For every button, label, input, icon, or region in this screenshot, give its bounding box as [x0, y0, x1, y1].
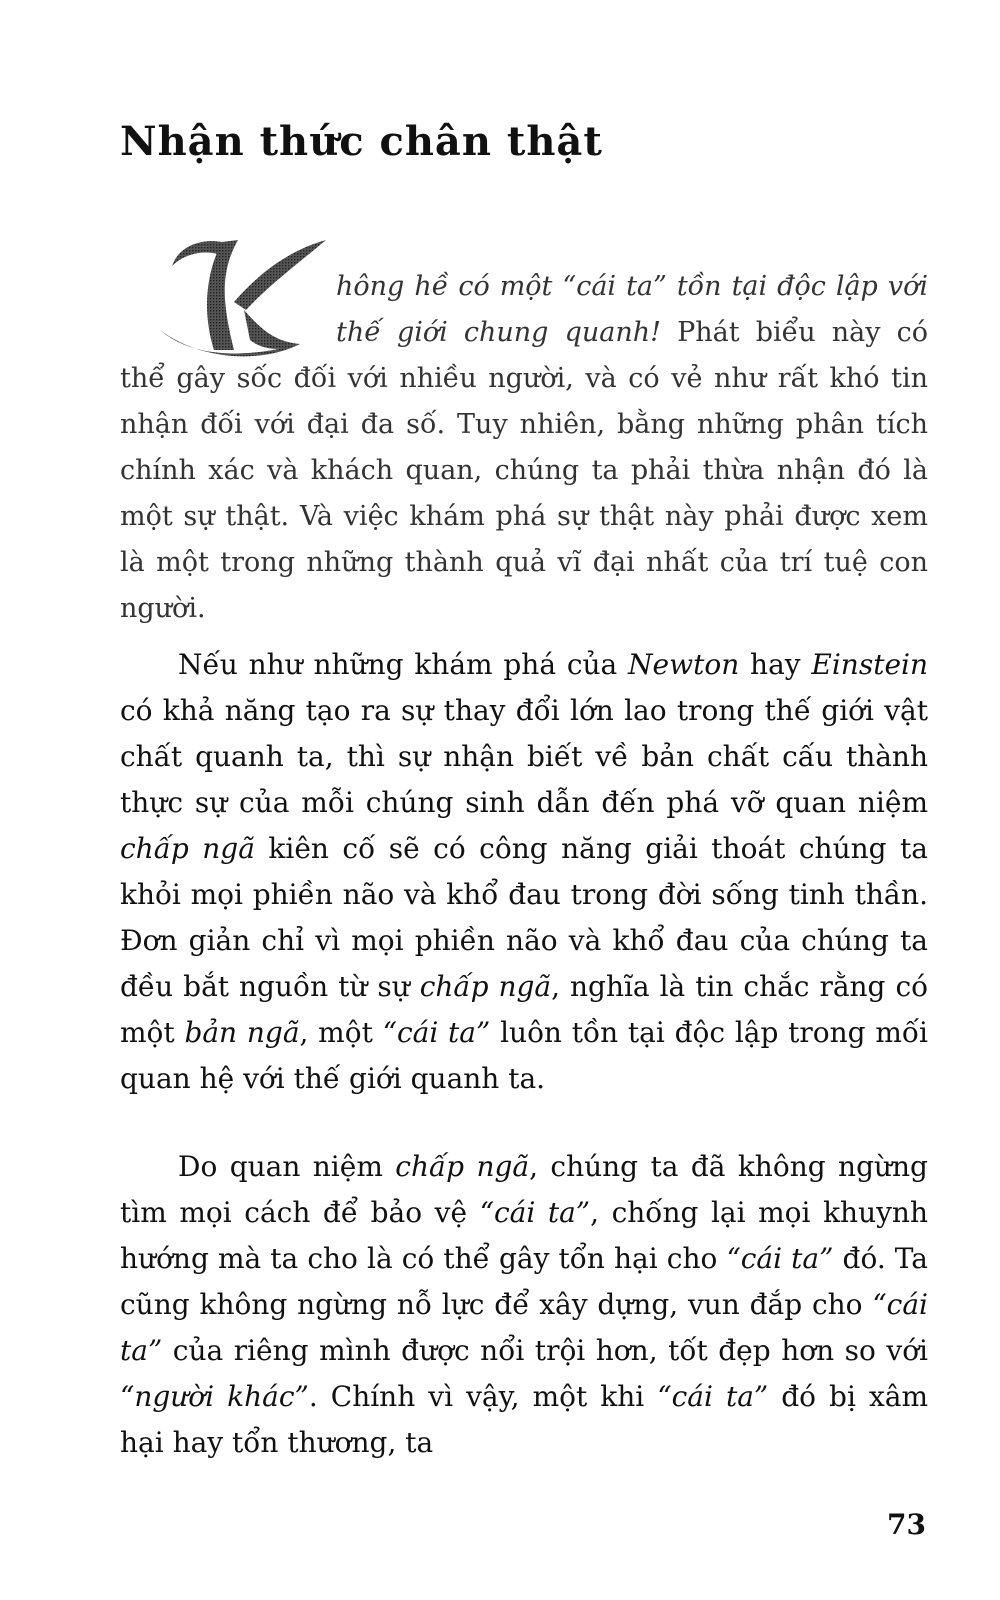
p2-segment: , nghĩa là tin chắc rằng có một	[120, 970, 928, 1049]
p3-segment: . Chính vì vậy, một khi	[308, 1380, 658, 1413]
p2-segment: hay	[739, 648, 812, 681]
p2-segment: kiên cố sẽ có công năng giải thoát chúng ta khỏi mọi phiền não và khổ đau trong đời sống tinh thần. Đơn giản chỉ vì mọi phiền não và khổ đau của chúng ta đều bắt nguồn từ sự	[120, 832, 928, 1003]
p2-segment: , một	[299, 1016, 383, 1049]
p2-segment: chấp ngã	[419, 970, 552, 1003]
p1-segment: Phát biểu này có thể gây sốc đối với nhiều người, và có vẻ như rất khó tin nhận đối với đại đa số. Tuy nhiên, bằng những phân tích chính xác và khách quan, chúng ta phải thừa nhận đó là một sự thật. Và việc khám phá sự thật này phải được xem là một trong những thành quả vĩ đại nhất của trí tuệ con người.	[120, 317, 928, 624]
p3-segment: chấp ngã	[395, 1150, 530, 1183]
p2-segment: Newton	[628, 648, 740, 681]
p3-segment: , chúng ta đã không ngừng tìm mọi cách để bảo vệ	[120, 1150, 928, 1229]
p3-segment: “cái ta”	[120, 1288, 928, 1367]
p2-segment: chấp ngã	[120, 832, 255, 865]
p2-segment: luôn tồn tại độc lập trong mối quan hệ với thế giới quanh ta.	[120, 1016, 929, 1095]
p3-segment: “cái ta”	[726, 1242, 834, 1275]
paragraph-3	[120, 1144, 928, 1466]
p2-segment: có khả năng tạo ra sự thay đổi lớn lao trong thế giới vật chất quanh ta, thì sự nhận biết về bản chất cấu thành thực sự của mỗi chúng sinh dẫn đến phá vỡ quan niệm	[120, 694, 928, 819]
p3-segment: đó bị xâm hại hay tổn thương, ta	[120, 1380, 928, 1459]
p3-segment: của riêng mình được nổi trội hơn, tốt đẹp hơn so với	[162, 1334, 928, 1367]
p3-segment: , chống lại mọi khuynh hướng mà ta cho là có thể gây tổn hại cho	[120, 1196, 928, 1275]
paragraph-2-text	[120, 648, 928, 1095]
p3-segment: “người khác”	[120, 1380, 309, 1413]
p3-segment: Do quan niệm	[178, 1150, 396, 1183]
p3-segment: “cái ta”	[657, 1380, 769, 1413]
paragraph-3-text	[120, 1150, 928, 1459]
section-title: Nhận thức chân thật	[120, 118, 603, 165]
p3-segment: đó. Ta cũng không ngừng nỗ lực để xây dựng, vun đắp cho	[120, 1242, 929, 1321]
p2-segment: Nếu như những khám phá của	[178, 648, 629, 681]
paragraph-1	[120, 264, 928, 632]
p2-segment: bản ngã	[184, 1016, 300, 1049]
p3-segment: “cái ta”	[479, 1196, 591, 1229]
p2-segment: “cái ta”	[382, 1016, 491, 1049]
page-number: 73	[887, 1508, 926, 1541]
paragraph-2	[120, 642, 928, 1102]
p2-segment: Einstein	[811, 648, 928, 681]
p1-segment: hông hề có một “cái ta” tồn tại độc lập với thế giới chung quanh!	[336, 271, 928, 348]
